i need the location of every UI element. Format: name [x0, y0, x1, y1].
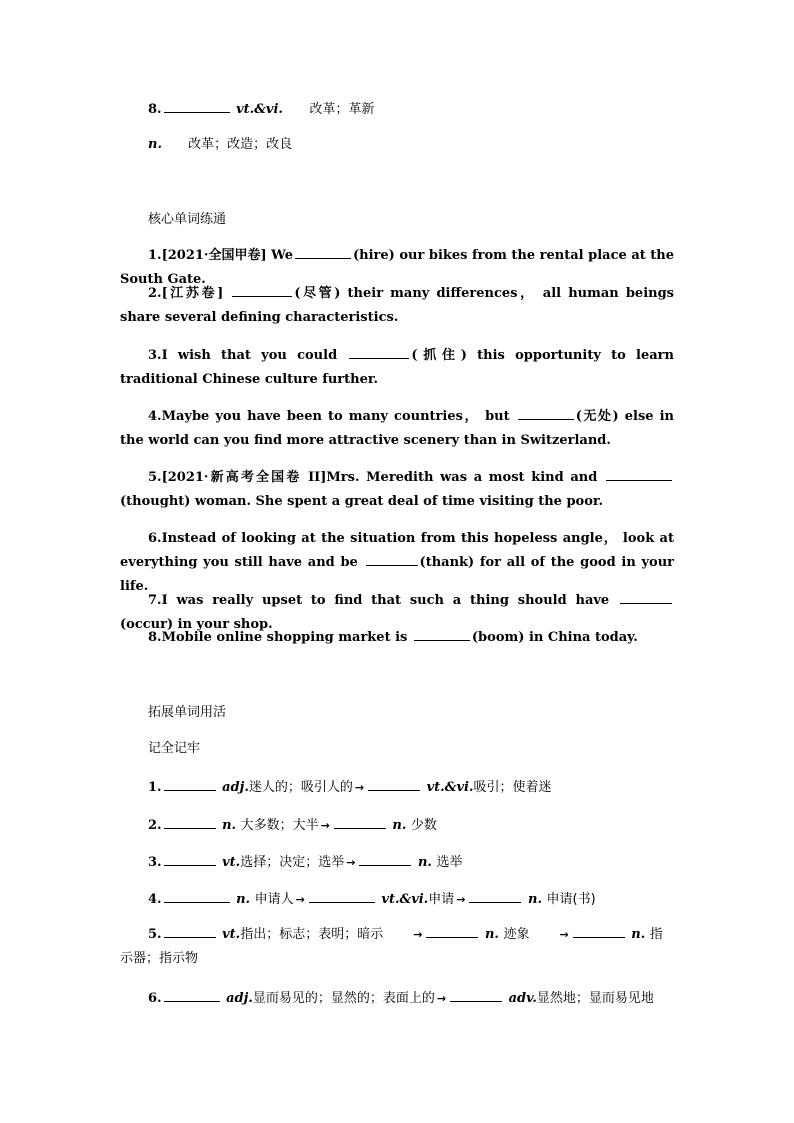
arrow-icon: →	[354, 781, 365, 794]
meaning: 显然地；显而易见地	[536, 991, 654, 1006]
extended-item-4	[148, 890, 596, 908]
part-of-speech: vt.&vi.	[381, 892, 429, 907]
answer-blank[interactable]	[606, 468, 672, 481]
question-text: 8.Mobile online shopping market is	[148, 630, 408, 645]
item-number: 1.	[148, 780, 162, 795]
hint: (无处)	[575, 409, 619, 424]
meaning: 指示器；指示物	[120, 927, 663, 966]
meaning: 申请(书)	[546, 892, 596, 907]
arrow-icon: →	[413, 928, 423, 941]
hint: (occur)	[120, 617, 174, 632]
hint: (hire)	[352, 248, 395, 263]
item-number: 2.	[148, 818, 162, 833]
question-text: 5.[2021·新高考全国卷 II]Mrs. Meredith was a most kind and	[148, 470, 598, 485]
question-text: 7.I was really upset to find that such a thing should have	[148, 593, 610, 608]
question-text: 1.[2021·全国甲卷] We	[148, 248, 293, 263]
answer-blank[interactable]	[164, 989, 220, 1002]
vocab-item-8-noun	[148, 137, 292, 153]
answer-blank[interactable]	[164, 853, 216, 866]
part-of-speech: vt.&vi.	[236, 102, 283, 117]
part-of-speech: adv.	[508, 991, 537, 1006]
item-number: 5.	[148, 927, 162, 942]
meaning: 吸引；使着迷	[473, 780, 552, 795]
part-of-speech: n.	[392, 818, 407, 833]
question-text: this opportunity to learn traditional Chinese culture further.	[120, 348, 674, 387]
hint: (thought)	[120, 494, 191, 509]
item-number: 8.	[148, 102, 162, 117]
question-text: our bikes from the rental place at the South Gate.	[120, 248, 675, 287]
part-of-speech: n.	[417, 855, 432, 870]
part-of-speech: n.	[236, 892, 251, 907]
hint: (抓住)	[411, 348, 467, 363]
question-text: their many differences， all human beings share several defining characteristics.	[120, 286, 675, 325]
arrow-icon: →	[456, 893, 466, 906]
vocab-item-8	[148, 100, 375, 118]
answer-blank[interactable]	[620, 591, 672, 604]
item-number: 6.	[148, 991, 162, 1006]
meaning: 迷人的；吸引人的	[248, 780, 353, 795]
section-subheading: 记全记牢	[148, 741, 201, 756]
question-text: 2.[江苏卷]	[148, 286, 224, 301]
meaning: 申请人	[254, 892, 294, 907]
exercise-4	[120, 405, 674, 453]
meaning: 改革；革新	[309, 102, 375, 117]
answer-blank[interactable]	[334, 816, 386, 829]
answer-blank[interactable]	[309, 890, 375, 903]
extended-item-1	[148, 778, 551, 796]
question-text: 3.I wish that you could	[148, 348, 338, 363]
part-of-speech: n.	[484, 927, 499, 942]
answer-blank[interactable]	[164, 100, 230, 113]
answer-blank[interactable]	[295, 246, 351, 259]
answer-blank[interactable]	[414, 628, 470, 641]
question-text: for all of the good in your life.	[120, 555, 675, 594]
section-heading-extended: 拓展单词用活	[148, 705, 227, 720]
answer-blank[interactable]	[366, 553, 418, 566]
question-text: 6.Instead of looking at the situation from this hopeless angle， look at everything you still have and be	[120, 531, 674, 570]
exercise-5	[120, 466, 674, 514]
part-of-speech: vt.	[222, 855, 241, 870]
answer-blank[interactable]	[518, 407, 574, 420]
exercise-3	[120, 344, 674, 392]
extended-item-2	[148, 816, 437, 834]
answer-blank[interactable]	[469, 890, 521, 903]
question-text: in China today.	[528, 630, 638, 645]
question-text: woman. She spent a great deal of time visiting the poor.	[194, 494, 604, 509]
question-text: else in the world can you find more attractive scenery than in Switzerland.	[120, 409, 675, 448]
part-of-speech: n.	[631, 927, 646, 942]
arrow-icon: →	[295, 893, 305, 906]
extended-item-5	[120, 923, 674, 971]
answer-blank[interactable]	[164, 925, 216, 938]
part-of-speech: n.	[222, 818, 237, 833]
arrow-icon: →	[559, 928, 569, 941]
item-number: 3.	[148, 855, 162, 870]
part-of-speech: n.	[528, 892, 542, 907]
answer-blank[interactable]	[232, 284, 292, 297]
arrow-icon: →	[320, 819, 330, 832]
extended-item-6	[148, 989, 654, 1007]
part-of-speech: n.	[148, 137, 162, 152]
extended-item-3	[148, 853, 463, 871]
part-of-speech: vt.	[222, 927, 241, 942]
exercise-2	[120, 282, 674, 330]
arrow-icon: →	[346, 856, 356, 869]
part-of-speech: adj.	[222, 780, 249, 795]
answer-blank[interactable]	[368, 778, 420, 791]
meaning: 显而易见的；显然的；表面上的	[252, 991, 435, 1006]
meaning: 少数	[410, 818, 437, 833]
answer-blank[interactable]	[450, 989, 502, 1002]
part-of-speech: vt.&vi.	[426, 780, 474, 795]
answer-blank[interactable]	[573, 925, 625, 938]
exercise-8	[120, 626, 674, 650]
question-text: in your shop.	[177, 617, 273, 632]
answer-blank[interactable]	[359, 853, 411, 866]
item-number: 4.	[148, 892, 162, 907]
meaning: 改革；改造；改良	[188, 137, 293, 152]
meaning: 指出；标志；表明；暗示	[240, 927, 384, 942]
section-heading-core: 核心单词练通	[148, 212, 227, 227]
answer-blank[interactable]	[164, 890, 230, 903]
meaning: 申请	[428, 892, 455, 907]
meaning: 选择；决定；选举	[240, 855, 345, 870]
meaning: 选举	[436, 855, 463, 870]
meaning: 迹象	[503, 927, 530, 942]
hint: (boom)	[471, 630, 525, 645]
answer-blank[interactable]	[426, 925, 478, 938]
meaning: 大多数；大半	[240, 818, 319, 833]
answer-blank[interactable]	[349, 346, 409, 359]
part-of-speech: adj.	[226, 991, 253, 1006]
question-text: 4.Maybe you have been to many countries， but	[148, 409, 510, 424]
hint: (thank)	[419, 555, 475, 570]
arrow-icon: →	[436, 992, 447, 1005]
answer-blank[interactable]	[164, 778, 216, 791]
hint: (尽管)	[294, 286, 341, 301]
answer-blank[interactable]	[164, 816, 216, 829]
